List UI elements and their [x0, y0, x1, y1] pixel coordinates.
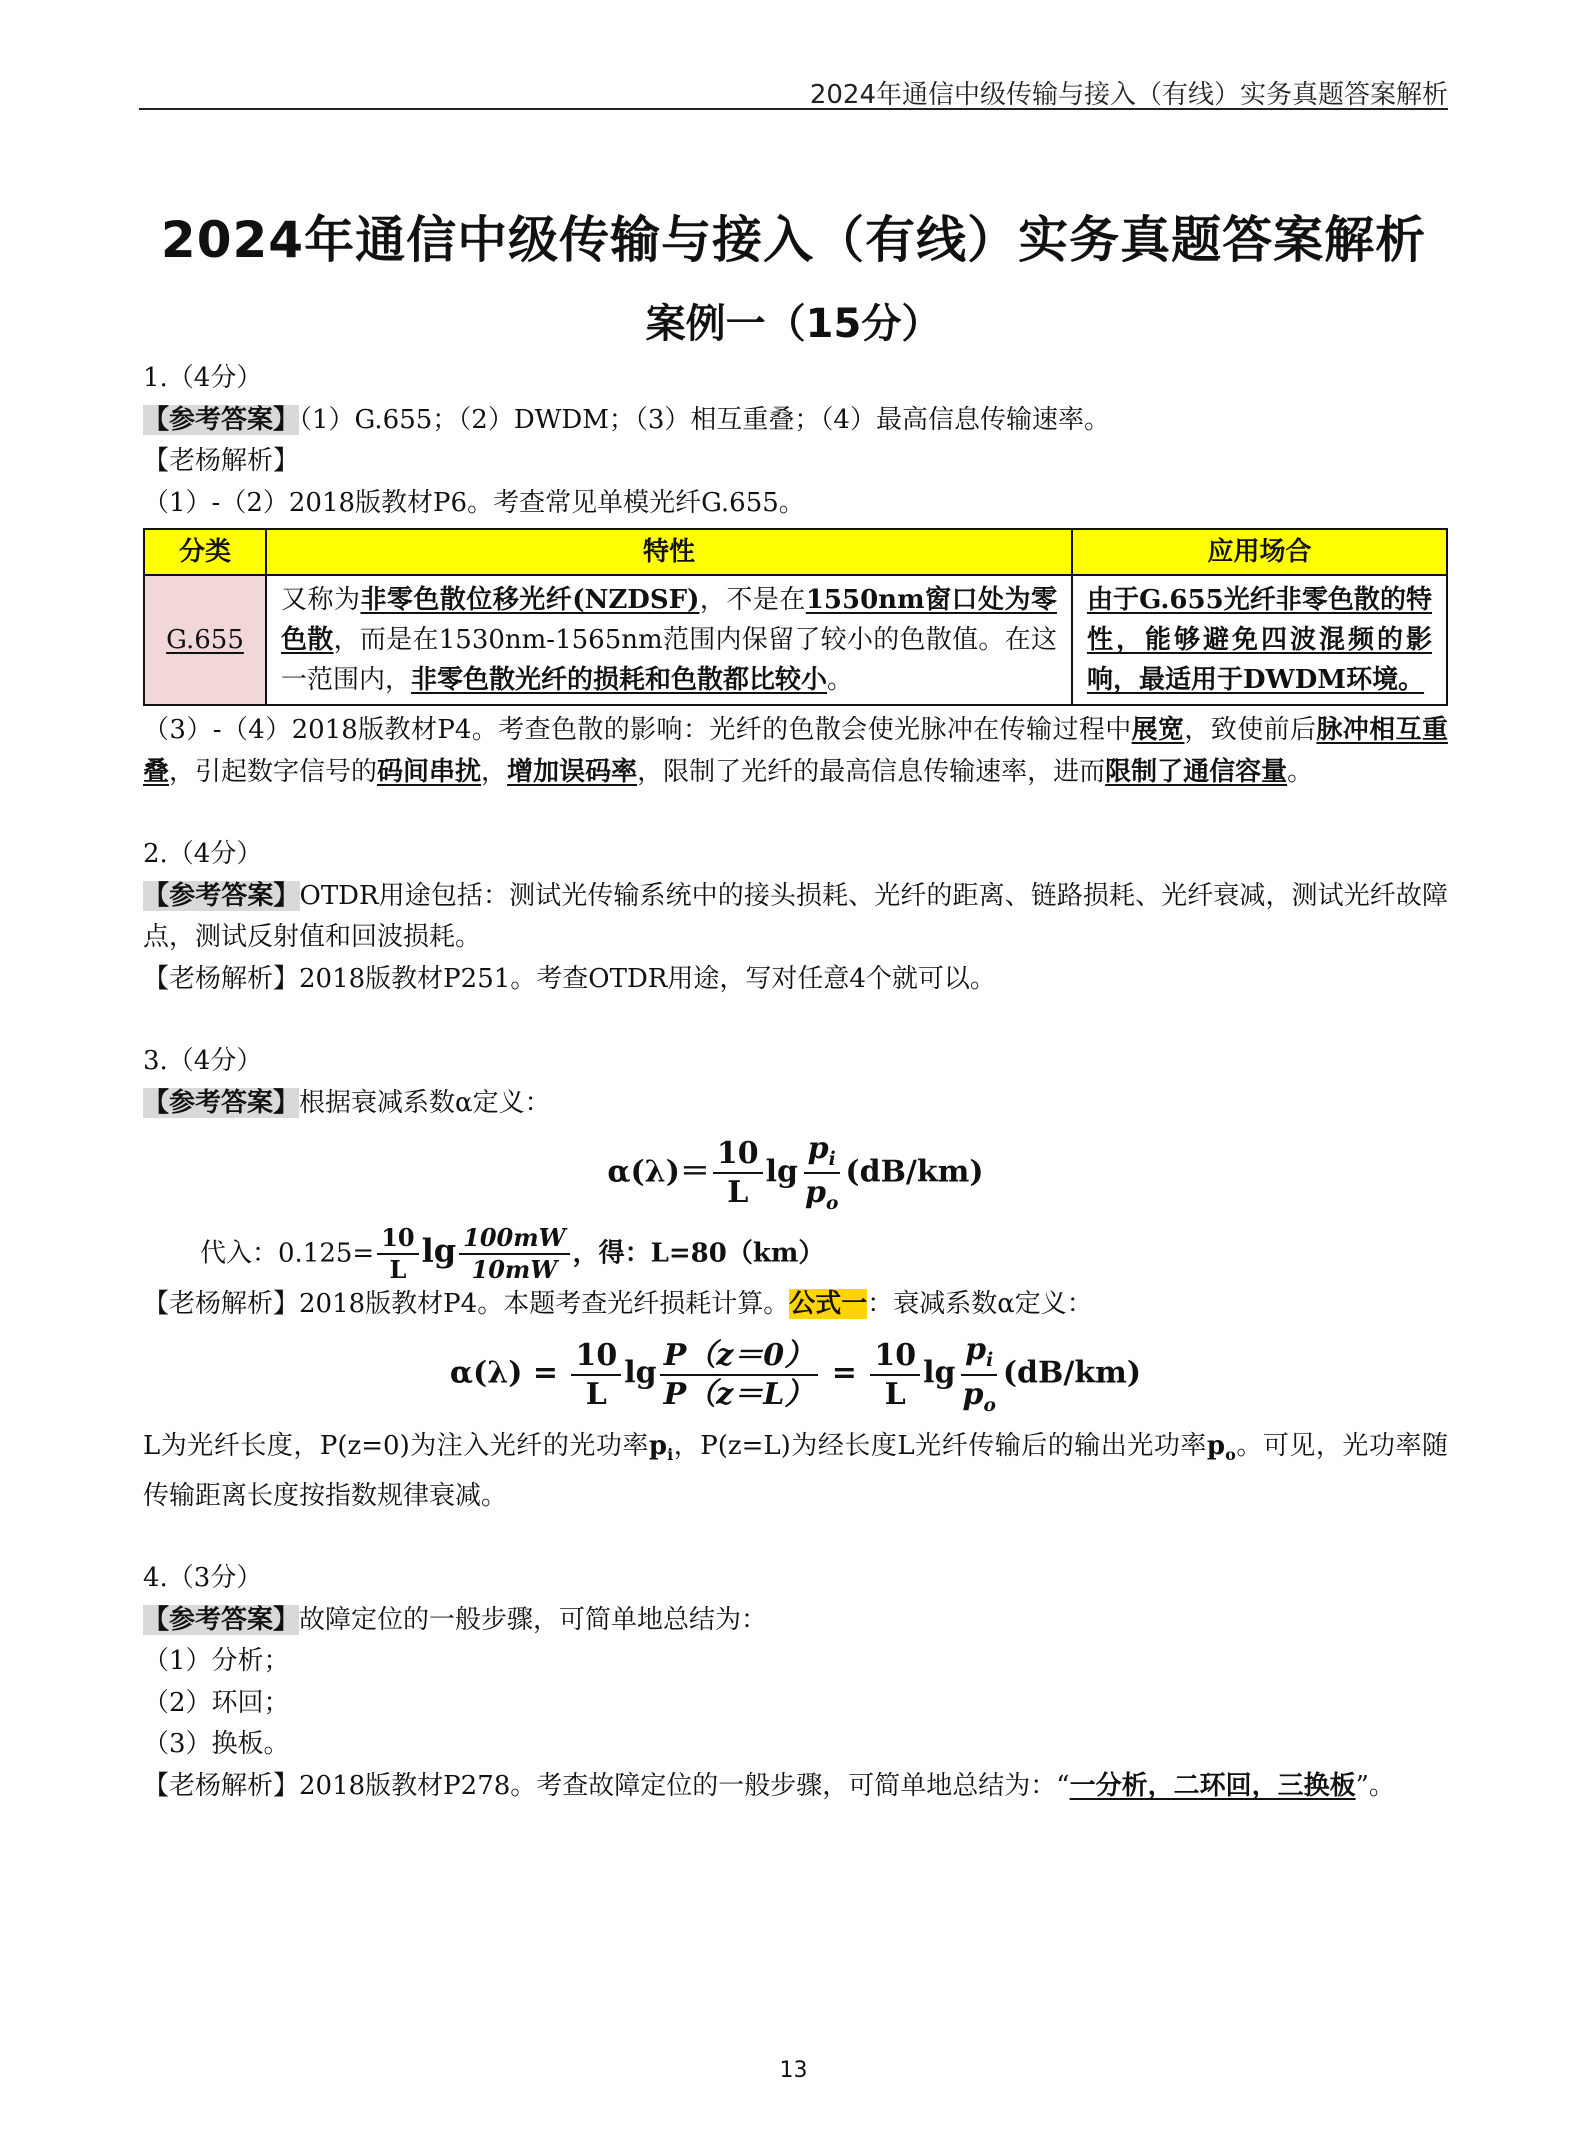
- running-header: 2024年通信中级传输与接入（有线）实务真题答案解析: [809, 80, 1448, 110]
- q2-heading: 2.（4分）: [143, 839, 263, 869]
- q4-heading: 4.（3分）: [143, 1563, 263, 1594]
- table-cell-category: G.655: [144, 575, 266, 705]
- q4-answer: 【参考答案】故障定位的一般步骤，可简单地总结为：: [143, 1604, 768, 1635]
- ref-answer-label: 【参考答案】: [143, 1604, 300, 1635]
- analysis-label: 【老杨解析】: [143, 446, 300, 476]
- analysis-label: 【老杨解析】: [143, 963, 300, 994]
- page-number: 13: [779, 2058, 808, 2083]
- q3-heading: 3.（4分）: [143, 1046, 263, 1076]
- table-header-row: [144, 529, 1447, 575]
- q2-analysis: 【老杨解析】2018版教材P251。考查OTDR用途，写对任意4个就可以。: [143, 963, 996, 994]
- attenuation-formula-full: α(λ) = $\frac{10}{L}$ lg $\frac{P(z=0)}{P(z=L)}$ = $\frac{10}{L}$ lg $\frac{p_i}{p_o}$ (dB/km): [449, 1332, 1142, 1416]
- analysis-label: 【老杨解析】: [143, 1770, 300, 1801]
- table-header-application: 应用场合: [1072, 529, 1447, 575]
- q1-heading: 1.（4分）: [143, 363, 263, 393]
- q4-step: （3）换板。: [143, 1729, 290, 1760]
- fiber-table: [143, 528, 1448, 706]
- table-row: [144, 575, 1447, 705]
- table-header-category: 分类: [144, 529, 266, 575]
- header-rule: [139, 108, 1448, 110]
- ref-answer-label: 【参考答案】: [143, 1087, 300, 1118]
- case-title: 案例一（15分）: [645, 301, 942, 347]
- q2-answer: 【参考答案】OTDR用途包括：测试光传输系统中的接头损耗、光纤的距离、链路损耗、光纤衰减，测试光纤故障点，测试反射值和回波损耗。: [143, 880, 1448, 952]
- substitution-line: 代入：0.125= $\frac{10}{L}$ lg $\frac{100mW}{10mW}$ ，得：L=80（km）: [200, 1222, 825, 1285]
- formula-one-highlight: 公式一: [789, 1288, 868, 1319]
- q1-answer: [143, 400, 1448, 442]
- q3-analysis: 【老杨解析】2018版教材P4。本题考查光纤损耗计算。公式一：衰减系数α定义：: [143, 1288, 1093, 1319]
- q1-analysis-paragraph: （3）-（4）2018版教材P4。考查色散的影响：光纤的色散会使光脉冲在传输过程中展宽，致使前后脉冲相互重叠，引起数字信号的码间串扰，增加误码率，限制了光纤的最高信息传输速率，进而限制了通信容量。: [143, 715, 1448, 787]
- attenuation-formula: α(λ)＝ $\frac{10}{L}$ lg $\frac{p_i}{p_o}$ (dB/km): [607, 1131, 984, 1215]
- q3-explanation: L为光纤长度，P(z=0)为注入光纤的光功率$p_i$，P(z=L)为经长度L光纤传输后的输出光功率$p_o$。可见，光功率随传输距离长度按指数规律衰减。: [143, 1431, 1448, 1511]
- document-title: 2024年通信中级传输与接入（有线）实务真题答案解析: [160, 211, 1427, 269]
- analysis-label: 【老杨解析】: [143, 1288, 300, 1319]
- ref-answer-label: 【参考答案】: [143, 880, 300, 911]
- q1-analysis-line: （1）-（2）2018版教材P6。考查常见单模光纤G.655。: [143, 487, 805, 518]
- q4-analysis: 【老杨解析】2018版教材P278。考查故障定位的一般步骤，可简单地总结为：“一分析，二环回，三换板”。: [143, 1770, 1395, 1801]
- table-cell-feature: 又称为非零色散位移光纤(NZDSF)，不是在1550nm窗口处为零色散，而是在1530nm-1565nm范围内保留了较小的色散值。在这一范围内，非零色散光纤的损耗和色散都比较小。: [266, 575, 1072, 705]
- table-cell-application: 由于G.655光纤非零色散的特性，能够避免四波混频的影响，最适用于DWDM环境。: [1072, 575, 1447, 705]
- q4-step: （2）环回；: [143, 1687, 290, 1718]
- ref-answer-label: 【参考答案】: [143, 404, 300, 435]
- table-header-feature: 特性: [266, 529, 1072, 575]
- q1-answer-text: （1）G.655；（2）DWDM；（3）相互重叠；（4）最高信息传输速率。: [299, 404, 1110, 435]
- q4-step: （1）分析；: [143, 1646, 290, 1677]
- q3-answer: 【参考答案】根据衰减系数α定义：: [143, 1087, 551, 1118]
- document-body: [143, 358, 1448, 1807]
